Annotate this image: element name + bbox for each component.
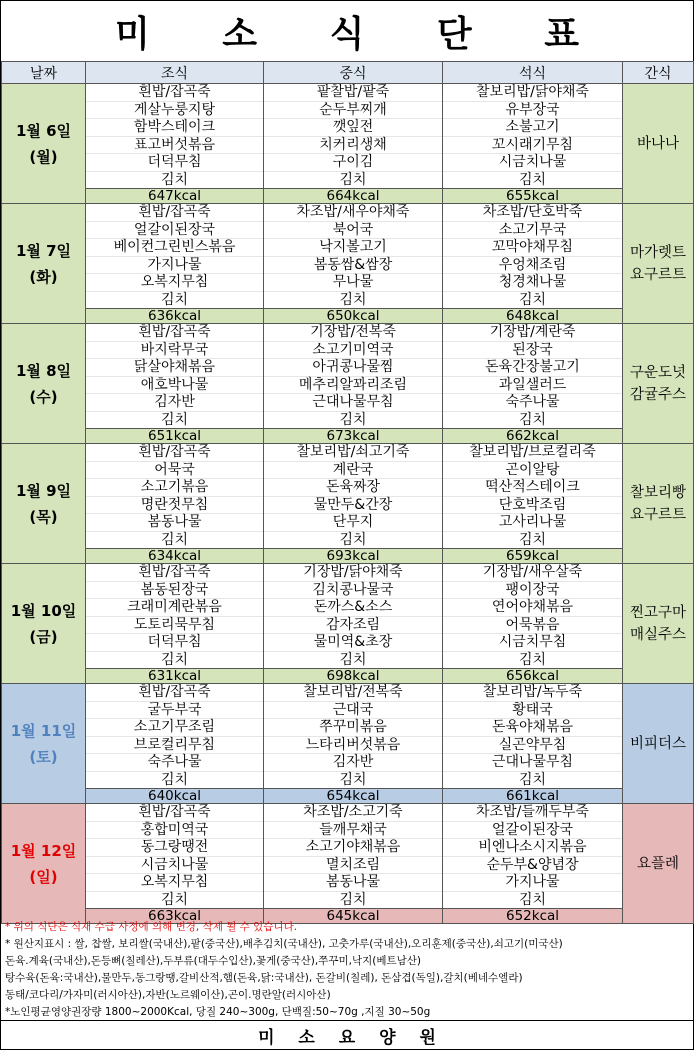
dinner-item: 찰보리밥/브로컬리죽: [443, 444, 622, 462]
breakfast-item: 얼갈이된장국: [86, 222, 263, 240]
dinner-item: 돈육간장불고기: [443, 359, 622, 377]
day-weekday: (목): [29, 507, 58, 526]
breakfast-item: 굴두부국: [86, 702, 263, 720]
lunch-item: 순두부찌개: [264, 102, 442, 120]
snack-item: 요구르트: [629, 506, 687, 523]
lunch-item: 김치: [339, 891, 367, 908]
lunch-item: 찰보리밥/전복죽: [264, 684, 442, 702]
lunch-item: 깻잎전: [264, 119, 442, 137]
day-date-cell: [2, 204, 86, 324]
snack-cell: [623, 804, 694, 924]
note-line: * 위의 식단은 식재 수급 사정에 의해 변경, 삭제 될 수 있습니다.: [5, 921, 298, 933]
day-date: 1월 8일: [15, 361, 72, 380]
lunch-item: 북어국: [264, 222, 442, 240]
lunch-item: 김치: [339, 771, 367, 788]
breakfast-item: 흰밥/잡곡죽: [86, 324, 263, 342]
breakfast-item: 동그랑땡전: [86, 839, 263, 857]
dinner-item: 된장국: [443, 342, 622, 360]
note-line: 돈육.계육(국내산),돈등뼈(칠레산),두부류(대두수입산),꽃게(중국산),쭈꾸미,낙지(베트남산): [5, 955, 421, 967]
kcal-cell: 655kcal: [443, 189, 623, 204]
breakfast-item: 브로컬리무침: [86, 737, 263, 755]
lunch-item: 봄동나물: [264, 874, 442, 892]
snack-item: 감귤주스: [629, 386, 687, 403]
day-row: [2, 564, 694, 669]
dinner-item: 실곤약무침: [443, 737, 622, 755]
lunch-item: 김자반: [264, 754, 442, 772]
lunch-item: 소고기미역국: [264, 342, 442, 360]
breakfast-item: 가지나물: [86, 257, 263, 275]
lunch-item: 들깨무채국: [264, 822, 442, 840]
lunch-item: 찰보리밥/쇠고기죽: [264, 444, 442, 462]
lunch-item: 물미역&초장: [264, 634, 442, 652]
dinner-item: 소불고기: [443, 119, 622, 137]
kcal-cell: 662kcal: [443, 429, 623, 444]
dinner-cell: [443, 444, 623, 549]
kcal-row: [2, 669, 694, 684]
breakfast-item: 더덕무침: [86, 154, 263, 172]
kcal-cell: 647kcal: [86, 189, 264, 204]
lunch-item: 단무지: [264, 514, 442, 532]
dinner-item: 어묵볶음: [443, 617, 622, 635]
kcal-cell: 698kcal: [264, 669, 443, 684]
breakfast-item: 김치: [160, 171, 189, 188]
day-weekday: (금): [29, 627, 58, 646]
dinner-item: 김치: [518, 291, 547, 308]
lunch-item: 계란국: [264, 462, 442, 480]
dinner-item: 시금치나물: [443, 154, 622, 172]
kcal-cell: 656kcal: [443, 669, 623, 684]
dinner-item: 김치: [518, 531, 547, 548]
snack-item: 구운도넛: [629, 364, 687, 381]
breakfast-cell: [86, 84, 264, 189]
lunch-cell: [264, 84, 443, 189]
lunch-item: 감자조림: [264, 617, 442, 635]
breakfast-item: 김치: [160, 651, 189, 668]
breakfast-item: 김치: [160, 891, 189, 908]
lunch-item: 소고기야채볶음: [264, 839, 442, 857]
dinner-item: 찰보리밥/닭야채죽: [443, 84, 622, 102]
kcal-cell: 693kcal: [264, 549, 443, 564]
dinner-item: 고사리나물: [443, 514, 622, 532]
breakfast-item: 어묵국: [86, 462, 263, 480]
lunch-item: 느타리버섯볶음: [264, 737, 442, 755]
lunch-item: 기장밥/닭야채죽: [264, 564, 442, 582]
kcal-row: [2, 429, 694, 444]
header-row: [2, 62, 694, 84]
kcal-cell: 663kcal: [86, 909, 264, 924]
kcal-cell: 673kcal: [264, 429, 443, 444]
breakfast-item: 흰밥/잡곡죽: [86, 804, 263, 822]
day-weekday: (화): [29, 267, 58, 286]
lunch-item: 멸치조림: [264, 857, 442, 875]
day-date: 1월 9일: [15, 481, 72, 500]
dinner-item: 기장밥/계란죽: [443, 324, 622, 342]
snack-cell: [623, 84, 694, 204]
day-row: [2, 804, 694, 909]
kcal-cell: 654kcal: [264, 789, 443, 804]
kcal-cell: 651kcal: [86, 429, 264, 444]
kcal-cell: 634kcal: [86, 549, 264, 564]
day-date: 1월 10일: [10, 601, 77, 620]
dinner-item: 비엔나소시지볶음: [443, 839, 622, 857]
note-line: *노인평균영양권장량 1800~2000Kcal, 당질 240~300g, 단백질:50~70g ,지질 30~50g: [5, 1006, 431, 1018]
day-date: 1월 7일: [15, 241, 72, 260]
snack-item: 매실주스: [629, 626, 687, 643]
snack-item: 비피더스: [629, 735, 687, 752]
breakfast-item: 소고기볶음: [86, 479, 263, 497]
page-title: 미 소 식 단 표: [1, 1, 693, 62]
menu-body: [2, 84, 694, 924]
breakfast-item: 애호박나물: [86, 377, 263, 395]
lunch-cell: [264, 324, 443, 429]
day-row: [2, 204, 694, 309]
dinner-item: 기장밥/새우살죽: [443, 564, 622, 582]
day-date: 1월 11일: [10, 721, 77, 740]
lunch-cell: [264, 804, 443, 909]
day-weekday: (월): [29, 147, 58, 166]
lunch-item: 김치: [339, 411, 367, 428]
breakfast-item: 명란젓무침: [86, 497, 263, 515]
breakfast-item: 흰밥/잡곡죽: [86, 204, 263, 222]
dinner-cell: [443, 564, 623, 669]
breakfast-item: 홍합미역국: [86, 822, 263, 840]
snack-cell: [623, 444, 694, 564]
dinner-item: 꼬막야채무침: [443, 239, 622, 257]
lunch-cell: [264, 684, 443, 789]
day-date-cell: [2, 564, 86, 684]
lunch-item: 팥찰밥/팥죽: [264, 84, 442, 102]
snack-cell: [623, 684, 694, 804]
dinner-item: 연어야채볶음: [443, 599, 622, 617]
day-date: 1월 6일: [15, 121, 72, 140]
kcal-row: [2, 309, 694, 324]
snack-item: 요구르트: [629, 266, 687, 283]
header-snack: 간식: [623, 62, 694, 84]
breakfast-cell: [86, 324, 264, 429]
dinner-cell: [443, 204, 623, 309]
kcal-cell: 664kcal: [264, 189, 443, 204]
snack-item: 마가렛트: [629, 244, 687, 261]
weekly-menu-table: [1, 61, 694, 924]
dinner-item: 떡산적스테이크: [443, 479, 622, 497]
day-weekday: (토): [29, 747, 58, 766]
breakfast-item: 오복지무침: [86, 874, 263, 892]
lunch-cell: [264, 444, 443, 549]
lunch-item: 낙지볼고기: [264, 239, 442, 257]
breakfast-item: 닭살야채볶음: [86, 359, 263, 377]
day-row: [2, 684, 694, 789]
kcal-cell: 648kcal: [443, 309, 623, 324]
lunch-item: 차조밥/새우야채죽: [264, 204, 442, 222]
lunch-item: 김치콩나물국: [264, 582, 442, 600]
lunch-item: 아귀콩나물찜: [264, 359, 442, 377]
dinner-item: 차조밥/단호박죽: [443, 204, 622, 222]
kcal-cell: 645kcal: [264, 909, 443, 924]
breakfast-item: 시금치나물: [86, 857, 263, 875]
lunch-item: 무나물: [264, 274, 442, 292]
lunch-item: 김치: [339, 171, 367, 188]
dinner-item: 김치: [518, 411, 547, 428]
snack-cell: [623, 204, 694, 324]
header-breakfast: 조식: [86, 62, 264, 84]
dinner-item: 김치: [518, 651, 547, 668]
dinner-item: 차조밥/들깨두부죽: [443, 804, 622, 822]
lunch-item: 김치: [339, 291, 367, 308]
breakfast-item: 김치: [160, 411, 189, 428]
day-weekday: (수): [29, 387, 58, 406]
breakfast-item: 오복지무침: [86, 274, 263, 292]
breakfast-item: 바지락무국: [86, 342, 263, 360]
dinner-cell: [443, 804, 623, 909]
day-date-cell: [2, 444, 86, 564]
lunch-item: 치커리생채: [264, 137, 442, 155]
dinner-item: 순두부&양념장: [443, 857, 622, 875]
note-line: * 원산지표시 : 쌀, 찹쌀, 보리쌀(국내산),팥(중국산),배추김치(국내산), 고춧가루(국내산),오리훈제(중국산),쇠고기(미국산): [5, 938, 563, 950]
lunch-item: 김치: [339, 651, 367, 668]
kcal-row: [2, 549, 694, 564]
day-row: [2, 324, 694, 429]
breakfast-item: 크래미계란볶음: [86, 599, 263, 617]
note-line: 탕수육(돈육:국내산),물만두,동그랑땡,갈비산적,햄(돈육,닭:국내산), 돈갈비(칠레), 돈삼겹(독일),갈치(베네수엘라): [5, 972, 523, 984]
dinner-item: 김치: [518, 771, 547, 788]
dinner-item: 꼬시래기무침: [443, 137, 622, 155]
breakfast-item: 김자반: [86, 394, 263, 412]
day-date-cell: [2, 684, 86, 804]
snack-item: 바나나: [636, 135, 680, 152]
dinner-item: 근대나물무침: [443, 754, 622, 772]
lunch-item: 근대나물무침: [264, 394, 442, 412]
notes: [5, 919, 693, 1021]
lunch-item: 김치: [339, 531, 367, 548]
day-date-cell: [2, 324, 86, 444]
breakfast-item: 베이컨그린빈스볶음: [86, 239, 263, 257]
snack-item: 요플레: [636, 855, 680, 872]
breakfast-item: 함박스테이크: [86, 119, 263, 137]
breakfast-item: 김치: [160, 531, 189, 548]
kcal-cell: 661kcal: [443, 789, 623, 804]
lunch-item: 메추리알꽈리조림: [264, 377, 442, 395]
snack-cell: [623, 324, 694, 444]
breakfast-item: 표고버섯볶음: [86, 137, 263, 155]
dinner-item: 시금치무침: [443, 634, 622, 652]
breakfast-item: 흰밥/잡곡죽: [86, 564, 263, 582]
breakfast-item: 흰밥/잡곡죽: [86, 684, 263, 702]
dinner-item: 황태국: [443, 702, 622, 720]
breakfast-item: 흰밥/잡곡죽: [86, 84, 263, 102]
dinner-item: 유부장국: [443, 102, 622, 120]
breakfast-cell: [86, 684, 264, 789]
header-lunch: 중식: [264, 62, 443, 84]
day-weekday: (일): [29, 867, 58, 886]
dinner-item: 가지나물: [443, 874, 622, 892]
day-date: 1월 12일: [10, 841, 77, 860]
dinner-item: 우엉채조림: [443, 257, 622, 275]
lunch-item: 돈육짜장: [264, 479, 442, 497]
breakfast-cell: [86, 804, 264, 909]
lunch-item: 쭈꾸미볶음: [264, 719, 442, 737]
breakfast-item: 흰밥/잡곡죽: [86, 444, 263, 462]
kcal-cell: 659kcal: [443, 549, 623, 564]
header-date: 날짜: [2, 62, 86, 84]
lunch-item: 물만두&간장: [264, 497, 442, 515]
dinner-item: 과일샐러드: [443, 377, 622, 395]
breakfast-item: 도토리묵무침: [86, 617, 263, 635]
lunch-item: 기장밥/전복죽: [264, 324, 442, 342]
breakfast-item: 봄동나물: [86, 514, 263, 532]
breakfast-item: 김치: [160, 291, 189, 308]
dinner-item: 곤이알탕: [443, 462, 622, 480]
snack-item: 찰보리빵: [629, 484, 687, 501]
dinner-item: 김치: [518, 171, 547, 188]
breakfast-item: 봄동된장국: [86, 582, 263, 600]
lunch-item: 근대국: [264, 702, 442, 720]
lunch-cell: [264, 564, 443, 669]
dinner-cell: [443, 84, 623, 189]
dinner-item: 소고기무국: [443, 222, 622, 240]
day-row: [2, 444, 694, 549]
day-date-cell: [2, 84, 86, 204]
snack-cell: [623, 564, 694, 684]
lunch-item: 봄동쌈&쌈장: [264, 257, 442, 275]
breakfast-item: 소고기무조림: [86, 719, 263, 737]
breakfast-cell: [86, 564, 264, 669]
day-row: [2, 84, 694, 189]
dinner-cell: [443, 684, 623, 789]
dinner-item: 청경채나물: [443, 274, 622, 292]
kcal-cell: 631kcal: [86, 669, 264, 684]
header-dinner: 석식: [443, 62, 623, 84]
dinner-item: 팽이장국: [443, 582, 622, 600]
breakfast-cell: [86, 204, 264, 309]
note-line: 동태/코다리/가자미(러시아산),자반(노르웨이산),곤이.명란알(러시아산): [5, 989, 331, 1001]
breakfast-item: 더덕무침: [86, 634, 263, 652]
day-date-cell: [2, 804, 86, 924]
kcal-row: [2, 789, 694, 804]
kcal-row: [2, 189, 694, 204]
breakfast-item: 숙주나물: [86, 754, 263, 772]
dinner-cell: [443, 324, 623, 429]
kcal-cell: 652kcal: [443, 909, 623, 924]
dinner-item: 찰보리밥/녹두죽: [443, 684, 622, 702]
dinner-item: 숙주나물: [443, 394, 622, 412]
lunch-item: 차조밥/소고기죽: [264, 804, 442, 822]
lunch-cell: [264, 204, 443, 309]
dinner-item: 얼갈이된장국: [443, 822, 622, 840]
dinner-item: 김치: [518, 891, 547, 908]
dinner-item: 단호박조림: [443, 497, 622, 515]
footer-facility-name: 미 소 요 양 원: [1, 1020, 693, 1050]
lunch-item: 구이김: [264, 154, 442, 172]
dinner-item: 돈육야채볶음: [443, 719, 622, 737]
kcal-cell: 650kcal: [264, 309, 443, 324]
breakfast-cell: [86, 444, 264, 549]
snack-item: 찐고구마: [629, 604, 687, 621]
lunch-item: 돈까스&소스: [264, 599, 442, 617]
kcal-cell: 640kcal: [86, 789, 264, 804]
breakfast-item: 게살누룽지탕: [86, 102, 263, 120]
breakfast-item: 김치: [160, 771, 189, 788]
kcal-cell: 636kcal: [86, 309, 264, 324]
